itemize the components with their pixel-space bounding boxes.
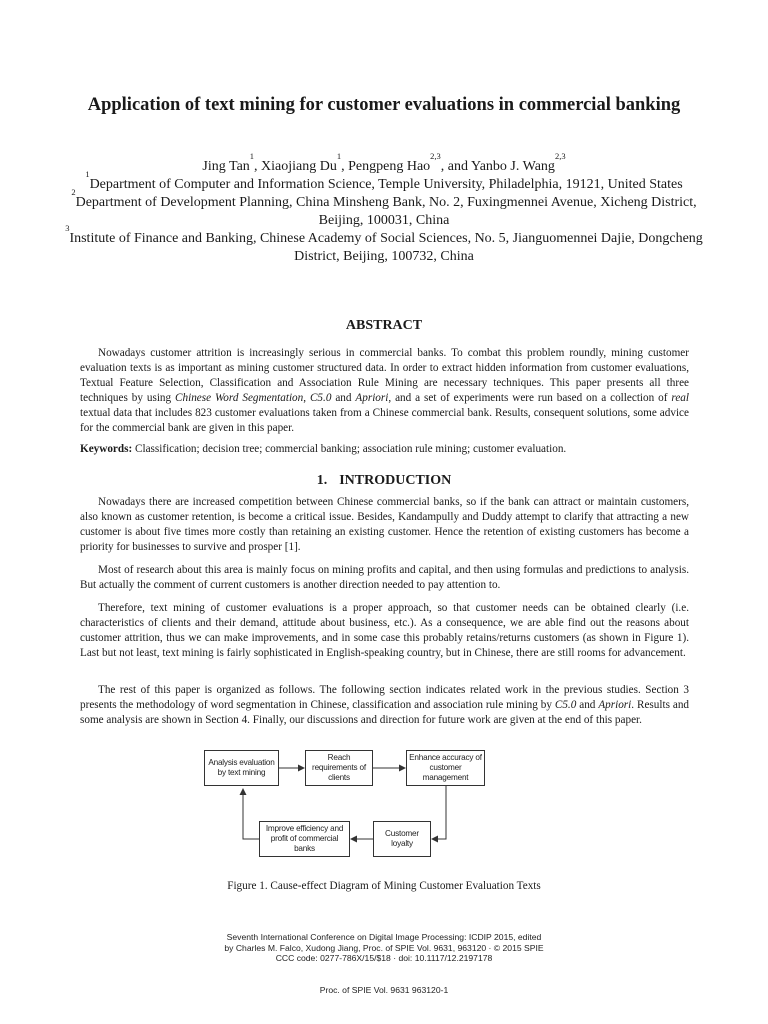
paragraph-italic: Apriori xyxy=(598,699,632,711)
paragraph-text: Most of research about this area is mainly focus on mining profits and capital, and then using formulas and predictions to analysis. But actually the comment of current customers is another direction needed to pay attention to. xyxy=(80,564,689,591)
affiliation-superscript: 2 xyxy=(71,187,76,197)
intro-paragraph-3 xyxy=(80,601,689,661)
affiliation-3 xyxy=(60,223,708,266)
affiliation-text: Department of Development Planning, China Minsheng Bank, No. 2, Fuxingmennei Avenue, Xicheng District, Beijing, 100031, China xyxy=(75,195,697,228)
affiliation-2 xyxy=(60,187,708,230)
affiliation-superscript: 1 xyxy=(85,169,90,179)
abstract-part: , xyxy=(303,392,310,404)
abstract-part: , and a set of experiments were run based on a collection of xyxy=(388,392,672,404)
keywords-text: Classification; decision tree; commercial banking; association rule mining; customer evaluation. xyxy=(132,443,567,455)
footer-line: by Charles M. Falco, Xudong Jiang, Proc. of SPIE Vol. 9631, 963120 · © 2015 SPIE xyxy=(224,942,544,953)
figure-caption: Figure 1. Cause-effect Diagram of Mining Customer Evaluation Texts xyxy=(227,880,541,892)
intro-paragraph-4 xyxy=(80,683,689,728)
paragraph-text: Nowadays there are increased competition between Chinese commercial banks, so if the bank can attract or maintain customers, also known as customer retention, is become a critical issue. Besides, Kandampully and Duddy attempt to clarify that attracting a new customer is about five times more costly than retaining an existing customer. Hence the retention of existing customers has become a priority for businesses to survive and prosper [1]. xyxy=(80,496,689,553)
section-number: 1. xyxy=(316,473,328,488)
affiliation-text: Institute of Finance and Banking, Chinese Academy of Social Sciences, No. 5, Jianguomennei Dajie, Dongcheng District, Beijing, 100732, China xyxy=(69,231,703,264)
paragraph-italic: C5.0 xyxy=(554,699,577,711)
abstract-part: Nowadays customer attrition is increasingly serious in commercial banks. To combat this problem roundly, mining customer evaluation texts is as important as mining customer structured data. In order to extract hidden information from customer evaluations, Textual Feature Selection, Classification and Association Rule Mining are necessary techniques. This paper presents all three techniques by using xyxy=(80,347,689,404)
diagram-box-analysis: Analysis evaluation by text mining xyxy=(204,750,279,786)
intro-paragraph-2 xyxy=(80,563,689,593)
author-superscript: 1 xyxy=(336,151,342,161)
diagram-box-requirements: Reach requirements of clients xyxy=(305,750,373,786)
author-separator: , and xyxy=(440,159,471,174)
paragraph-text: The rest of this paper is organized as follows. The following section indicates related work in the previous studies. Section 3 presents the methodology of word segmentation in Chinese, classification and association rule mining by xyxy=(80,684,689,711)
paragraph-text: . Results and some analysis are shown in Section 4. Finally, our discussions and direction for future work are given at the end of this paper. xyxy=(80,699,690,726)
intro-paragraph-1 xyxy=(80,495,689,555)
abstract-part: textual data that includes 823 customer evaluations taken from a Chinese commercial bank. Results, consequent solutions, some advice for the commercial bank are given in this paper. xyxy=(80,407,689,434)
abstract-heading: ABSTRACT xyxy=(345,318,423,333)
author-name: Pengpeng Hao xyxy=(348,159,431,174)
abstract-italic: Chinese Word Segmentation xyxy=(175,392,304,404)
keywords xyxy=(80,442,689,457)
paragraph-text: Therefore, text mining of customer evaluations is a proper approach, so that customer needs can be obtained clearly (i.e. characteristics of clients and their demand, attitude about business, etc.). As a consequence, we are able find out the reasons about customer attrition, thus we can make improvements, and in some case this probably retains/returns customers (as shown in Figure 1). Last but not least, text mining is fairly sophisticated in English-speaking country, but in Chinese, there are still rooms for advancement. xyxy=(80,602,689,659)
abstract-italic: Apriori xyxy=(355,392,389,404)
footer-line: Seventh International Conference on Digital Image Processing: ICDIP 2015, edited xyxy=(226,932,542,942)
footer-line: CCC code: 0277-786X/15/$18 · doi: 10.1117/12.2197178 xyxy=(275,953,493,963)
diagram-box-efficiency: Improve efficiency and profit of commercial banks xyxy=(259,821,350,857)
affiliation-1 xyxy=(60,169,708,194)
author-superscript: 2,3 xyxy=(430,151,441,161)
abstract-italic: C5.0 xyxy=(309,392,332,404)
author-list xyxy=(60,151,708,176)
author-superscript: 2,3 xyxy=(554,151,566,161)
diagram-box-accuracy: Enhance accuracy of customer management xyxy=(406,750,485,786)
abstract-italic: real xyxy=(671,392,690,404)
abstract-part: and xyxy=(331,392,356,404)
section-title: INTRODUCTION xyxy=(339,473,452,488)
keywords-label: Keywords: xyxy=(80,443,133,455)
diagram-box-loyalty: Customer loyalty xyxy=(373,821,431,857)
author-name: Yanbo J. Wang xyxy=(471,159,555,174)
abstract-text xyxy=(80,346,689,436)
affiliation-superscript: 3 xyxy=(65,223,70,233)
paragraph-text: and xyxy=(576,699,599,711)
section-heading-introduction xyxy=(0,473,768,489)
affiliation-text: Department of Computer and Information Science, Temple University, Philadelphia, 19121, United States xyxy=(89,177,683,192)
page-identifier: Proc. of SPIE Vol. 9631 963120-1 xyxy=(319,985,449,995)
conference-footer xyxy=(0,932,768,964)
author-separator: , xyxy=(254,159,262,174)
author-name: Xiaojiang Du xyxy=(261,159,337,174)
cause-effect-diagram xyxy=(180,748,500,863)
author-superscript: 1 xyxy=(249,151,255,161)
author-block xyxy=(60,151,708,266)
author-name: Jing Tan xyxy=(202,159,250,174)
author-separator: , xyxy=(341,159,349,174)
paper-title: Application of text mining for customer evaluations in commercial banking xyxy=(87,95,681,115)
